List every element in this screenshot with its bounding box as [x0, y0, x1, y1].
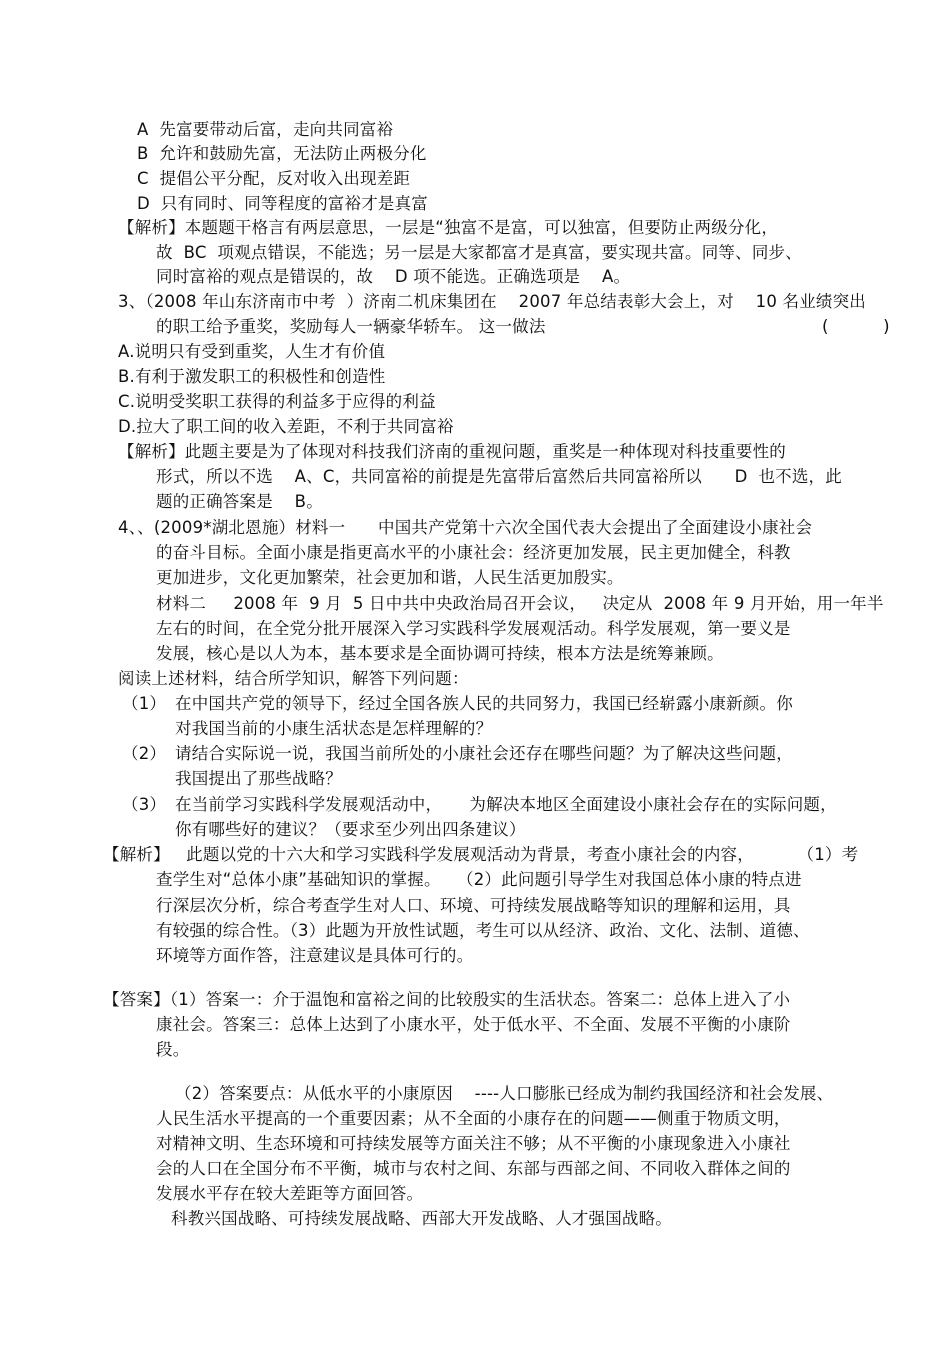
answer-line: 发展水平存在较大差距等方面回答。	[156, 1184, 424, 1203]
sub-question-number: （3）	[122, 795, 167, 814]
analysis-line: 【解析】本题题干格言有两层意思，一层是“独富不是富，可以独富，但要防止两级分化，	[118, 218, 779, 237]
analysis-line: 环境等方面作答，注意建议是具体可行的。	[156, 946, 474, 965]
sub-question-line: 你有哪些好的建议？（要求至少列出四条建议）	[175, 820, 526, 839]
answer-line: 会的人口在全国分布不平衡，城市与农村之间、东部与西部之间、不同收入群体之间的	[156, 1159, 791, 1178]
sub-question-line: 对我国当前的小康生活状态是怎样理解的？	[175, 719, 493, 738]
analysis-line: 故 BC 项观点错误，不能选；另一层是大家都富才是真富，要实现共富。同等、同步、	[156, 243, 802, 262]
analysis-line: 同时富裕的观点是错误的，故 D 项不能选。正确选项是 A。	[156, 267, 631, 286]
sub-question-line: 在当前学习实践科学发展观活动中， 为解决本地区全面建设小康社会存在的实际问题，	[175, 795, 837, 814]
option-a-line: A 先富要带动后富，走向共同富裕	[137, 120, 394, 139]
answer-line: 人民生活水平提高的一个重要因素；从不全面的小康存在的问题——侧重于物质文明，	[156, 1109, 791, 1128]
option-b-line: B.有利于激发职工的积极性和创造性	[118, 367, 386, 386]
answer-line: 科教兴国战略、可持续发展战略、西部大开发战略、人才强国战略。	[171, 1209, 672, 1228]
question-3-stem: 的职工给予重奖，奖励每人一辆豪华轿车。 这一做法	[156, 317, 546, 336]
sub-question-number: （1）	[122, 694, 167, 713]
question-4-instruction: 阅读上述材料，结合所学知识，解答下列问题：	[118, 669, 469, 688]
analysis-line: 行深层次分析，综合考查学生对人口、环境、可持续发展战略等知识的理解和运用，具	[156, 896, 791, 915]
analysis-line: 【解析】此题主要是为了体现对科技我们济南的重视问题，重奖是一种体现对科技重要性的	[118, 442, 786, 461]
answer-line: 【答案】（1）答案一：介于温饱和富裕之间的比较殷实的生活状态。答案二：总体上进入了小	[103, 990, 791, 1009]
question-4-material-line: 材料二 2008 年 9 月 5 日中共中央政治局召开会议， 决定从 2008 年 9 月开始，用一年半	[156, 594, 884, 613]
option-b-line: B 允许和鼓励先富，无法防止两极分化	[137, 144, 427, 163]
option-c-line: C.说明受奖职工获得的利益多于应得的利益	[118, 392, 436, 411]
sub-question-number: （2）	[122, 744, 167, 763]
analysis-line: 有较强的综合性。（3）此题为开放性试题，考生可以从经济、政治、文化、法制、道德、	[156, 921, 810, 940]
question-4-material-line: 4、、(2009*湖北恩施）材料一 中国共产党第十六次全国代表大会提出了全面建设小康社会	[118, 518, 813, 537]
sub-question-line: 在中国共产党的领导下，经过全国各族人民的共同努力，我国已经崭露小康新颜。你	[175, 694, 793, 713]
question-3-stem: 3、（2008 年山东济南市中考 ）济南二机床集团在 2007 年总结表彰大会上，对 10 名业绩突出	[118, 292, 867, 311]
analysis-line: 形式，所以不选 A、C，共同富裕的前提是先富带后富然后共同富裕所以 D 也不选，此	[156, 467, 842, 486]
answer-blank-parentheses: ( )	[822, 317, 890, 336]
answer-line: 康社会。答案三：总体上达到了小康水平，处于低水平、不全面、发展不平衡的小康阶	[156, 1015, 791, 1034]
answer-line: 段。	[156, 1040, 190, 1059]
question-4-material-line: 的奋斗目标。全面小康是指更高水平的小康社会：经济更加发展，民主更加健全，科教	[156, 543, 791, 562]
option-d-line: D 只有同时、同等程度的富裕才是真富	[137, 194, 428, 213]
question-4-material-line: 更加进步，文化更加繁荣，社会更加和谐，人民生活更加殷实。	[156, 568, 624, 587]
option-a-line: A.说明只有受到重奖，人生才有价值	[118, 342, 386, 361]
option-d-line: D.拉大了职工间的收入差距，不利于共同富裕	[118, 417, 454, 436]
analysis-line: 【解析】 此题以党的十六大和学习实践科学发展观活动为背景，考查小康社会的内容， （1）考	[103, 845, 859, 864]
option-c-line: C 提倡公平分配，反对收入出现差距	[137, 169, 411, 188]
analysis-line: 查学生对“总体小康”基础知识的掌握。 （2）此问题引导学生对我国总体小康的特点进	[156, 870, 802, 889]
answer-line: （2）答案要点：从低水平的小康原因 ----人口膨胀已经成为制约我国经济和社会发展、	[175, 1084, 834, 1103]
question-4-material-line: 发展，核心是以人为本，基本要求是全面协调可持续，根本方法是统筹兼顾。	[156, 644, 724, 663]
sub-question-line: 我国提出了那些战略？	[175, 769, 342, 788]
analysis-line: 题的正确答案是 B。	[156, 492, 323, 511]
sub-question-line: 请结合实际说一说，我国当前所处的小康社会还存在哪些问题？为了解决这些问题，	[175, 744, 793, 763]
question-4-material-line: 左右的时间，在全党分批开展深入学习实践科学发展观活动。科学发展观，第一要义是	[156, 619, 791, 638]
answer-line: 对精神文明、生态环境和可持续发展等方面关注不够；从不平衡的小康现象进入小康社	[156, 1134, 791, 1153]
